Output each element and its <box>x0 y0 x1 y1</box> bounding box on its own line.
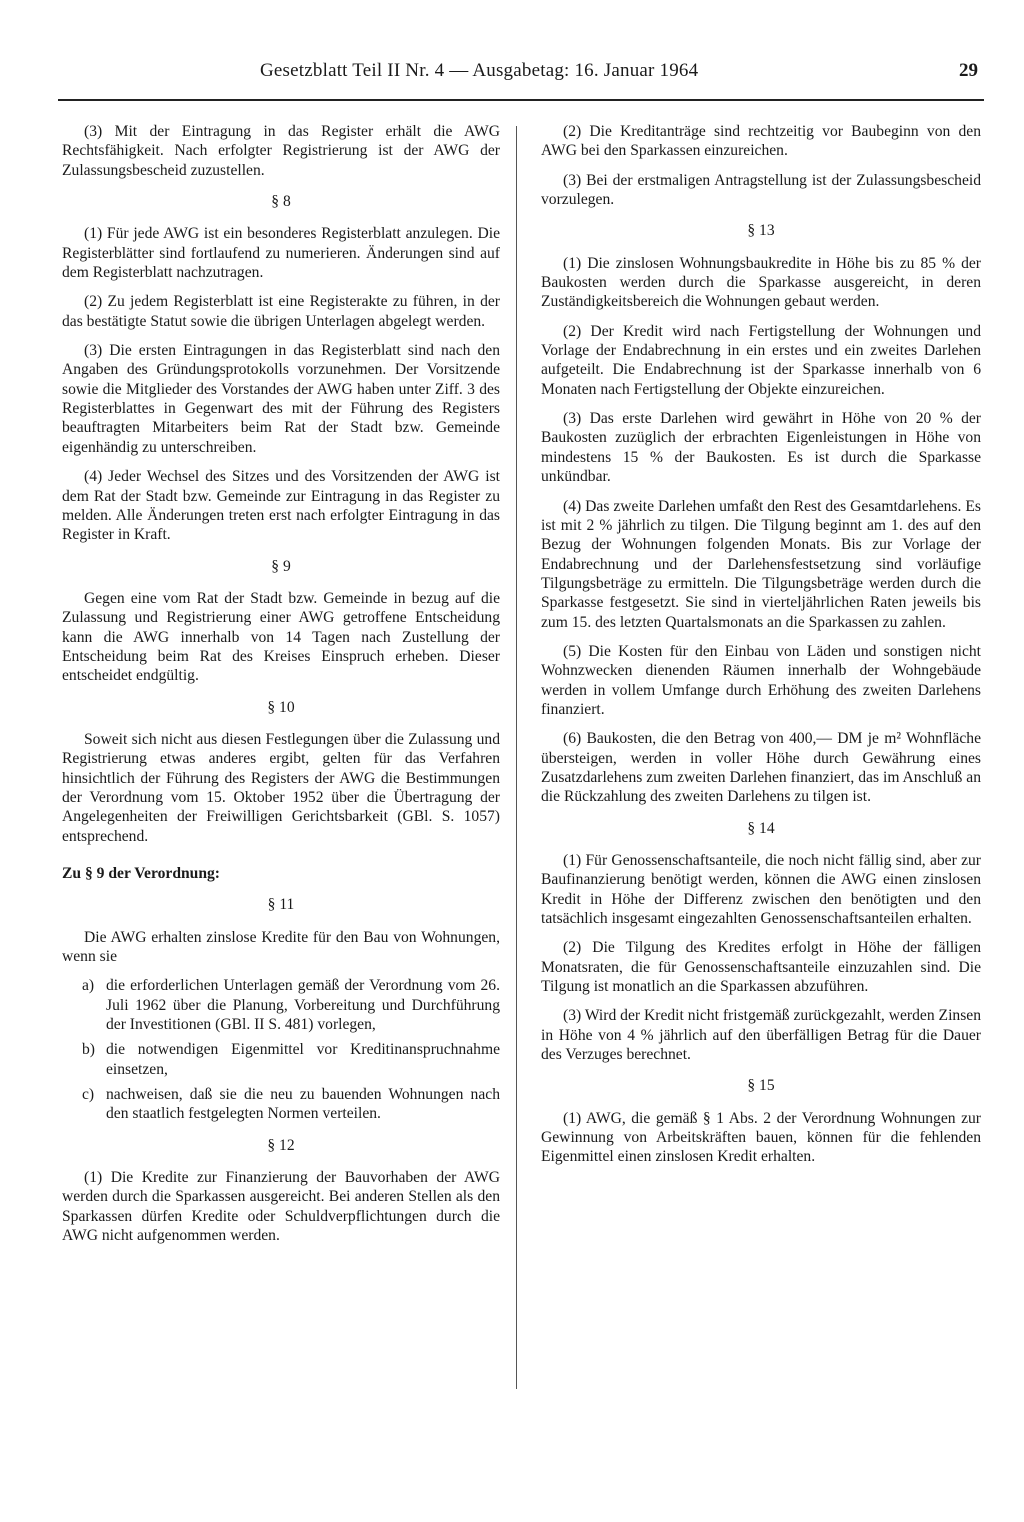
list-item-text: die notwendigen Eigenmittel vor Kreditinanspruchnahme einsetzen, <box>106 1041 500 1078</box>
list-marker: b) <box>82 1041 95 1059</box>
paragraph: (2) Zu jedem Registerblatt ist eine Registerakte zu führen, in der das bestätigte Statut sowie die übrigen Unterlagen abgelegt werden. <box>62 293 500 330</box>
section-heading-9: § 9 <box>271 557 291 575</box>
list-marker: c) <box>82 1086 95 1104</box>
section-heading-8: § 8 <box>271 193 291 211</box>
list-marker: a) <box>82 977 95 995</box>
header-rule <box>58 99 984 101</box>
paragraph: (1) Die zinslosen Wohnungsbaukredite in Höhe bis zu 85 % der Baukosten werden durch die Sparkasse ausgereicht, in deren Zuständigkeitsbereich die Wohnungen gebaut werden. <box>541 254 981 311</box>
paragraph: (3) Bei der erstmaligen Antragstellung ist der Zulassungsbescheid vorzulegen. <box>541 171 981 209</box>
paragraph: (2) Der Kredit wird nach Fertigstellung der Wohnungen und Vorlage der Endabrechnung in ein erstes und ein zweites Darlehen aufgeteilt. Die Endabrechnung ist der Sparkasse innerhalb von 6 Monaten nach Fertigstellung der Objekte einzureichen. <box>541 322 981 398</box>
conditions-list <box>62 976 500 1123</box>
list-item <box>62 976 500 1034</box>
paragraph: (1) AWG, die gemäß § 1 Abs. 2 der Verordnung Wohnungen zur Gewinnung von Arbeitskräften bauen, können für die fehlenden Eigenmittel einen zinslosen Kredit erhalten. <box>541 1109 981 1166</box>
paragraph: (4) Das zweite Darlehen umfaßt den Rest des Gesamtdarlehens. Es ist mit 2 % jährlich zu tilgen. Die Tilgung beginnt am 1. des auf den Bezug der Wohnungen folgenden Monats. Bis zur Vorlage der Endabrechnung und der Darlehensfestsetzung sind vorläufige Tilgungsbeträge zu ermitteln. Die Tilgungsbeträge werden durch die Sparkasse festgesetzt. Sie sind in vierteljährlichen Raten jeweils bis zum 15. des letzten Quartalsmonats an die Sparkassen zu zahlen. <box>541 497 981 631</box>
paragraph: (2) Die Tilgung des Kredites erfolgt in Höhe der fälligen Monatsraten, die für Genossenschaftsanteile einzuzahlen sind. Die Tilgung ist monatlich an die Sparkassen abzuführen. <box>541 939 981 996</box>
section-heading-11: § 11 <box>267 896 295 914</box>
list-item-text: nachweisen, daß sie die neu zu bauenden Wohnungen nach den staatlich festgelegten Normen verteilen. <box>106 1086 500 1123</box>
paragraph: Gegen eine vom Rat der Stadt bzw. Gemeinde in bezug auf die Zulassung und Registrierung einer AWG getroffene Entscheidung kann die AWG innerhalb von 14 Tagen nach Zustellung der Entscheidung beim Rat des Kreises Einspruch erheben. Dieser entscheidet endgültig. <box>62 589 500 685</box>
section-heading-13: § 13 <box>747 222 775 240</box>
paragraph: (3) Mit der Eintragung in das Register erhält die AWG Rechtsfähigkeit. Nach erfolgter Registrierung ist der AWG der Zulassungsbescheid zuzustellen. <box>62 123 500 179</box>
paragraph: (1) Für jede AWG ist ein besonderes Registerblatt anzulegen. Die Registerblätter sind fortlaufend zu numerieren. Änderungen sind auf dem Registerblatt nachzutragen. <box>62 225 500 282</box>
paragraph: Die AWG erhalten zinslose Kredite für den Bau von Wohnungen, wenn sie <box>62 928 500 966</box>
paragraph: (3) Wird der Kredit nicht fristgemäß zurückgezahlt, werden Zinsen in Höhe von 4 % jährlich auf den überfälligen Betrag für die Dauer des Verzuges berechnet. <box>541 1007 981 1064</box>
section-heading-14: § 14 <box>747 819 775 837</box>
left-column <box>62 122 500 1256</box>
list-item <box>62 1040 500 1079</box>
subheading-zu-9: Zu § 9 der Verordnung: <box>62 865 221 882</box>
header-title: Gesetzblatt Teil II Nr. 4 — Ausgabetag: 16. Januar 1964 <box>260 60 699 81</box>
paragraph: (2) Die Kreditanträge sind rechtzeitig vor Baubeginn von den AWG bei den Sparkassen einzureichen. <box>541 123 981 160</box>
right-column <box>541 122 981 1177</box>
paragraph: Soweit sich nicht aus diesen Festlegungen über die Zulassung und Registrierung etwas anderes ergibt, gelten für das Verfahren hinsichtlich der Führung des Registers der AWG die Bestimmungen der Verordnung vom 15. Oktober 1952 über die Übertragung der Angelegenheiten der Freiwilligen Gerichtsbarkeit (GBl. S. 1057) entsprechend. <box>62 730 500 845</box>
list-item-text: die erforderlichen Unterlagen gemäß der Verordnung vom 26. Juli 1962 über die Planung, Vorbereitung und Durchführung der Investitionen (GBl. II S. 481) vorlegen, <box>106 977 500 1034</box>
page-header <box>60 58 982 88</box>
paragraph: (1) Die Kredite zur Finanzierung der Bauvorhaben der AWG werden durch die Sparkassen ausgereicht. Bei anderen Stellen als den Sparkassen dürfen Kredite oder Schuldverpflichtungen durch die AWG nicht aufgenommen werden. <box>62 1169 500 1245</box>
section-heading-10: § 10 <box>267 698 295 716</box>
page-number: 29 <box>959 60 978 81</box>
paragraph: (1) Für Genossenschaftsanteile, die noch nicht fällig sind, aber zur Baufinanzierung benötigt werden, können die AWG einen zinslosen Kredit in Höhe der Differenz zwischen den benötigten und den tatsächlich insgesamt eingezahlten Genossenschaftsanteilen erhalten. <box>541 852 981 928</box>
paragraph: (3) Das erste Darlehen wird gewährt in Höhe von 20 % der Baukosten zuzüglich der erbrachten Eigenleistungen in Höhe von mindestens 15 % der Baukosten. Es ist durch die Sparkasse unkündbar. <box>541 410 981 486</box>
paragraph: (6) Baukosten, die den Betrag von 400,— DM je m² Wohnfläche übersteigen, werden in voller Höhe durch Gewährung eines Zusatzdarlehens zum zweiten Darlehen finanziert, das im Anschluß an die Rückzahlung des zweiten Darlehens zu tilgen ist. <box>541 730 981 806</box>
section-heading-12: § 12 <box>267 1136 295 1154</box>
paragraph: (3) Die ersten Eintragungen in das Registerblatt sind nach den Angaben des Gründungsprotokolls vorzunehmen. Der Vorsitzende sowie die Mitglieder des Vorstandes der AWG haben unter Ziff. 3 des Registerblattes in Gegenwart des mit der Führung des Registers beauftragten Mitarbeiters beim Rat der Stadt bzw. Gemeinde eigenhändig zu unterschreiben. <box>62 342 500 456</box>
section-heading-15: § 15 <box>747 1077 775 1095</box>
paragraph: (5) Die Kosten für den Einbau von Läden und sonstigen nicht Wohnzwecken dienenden Räumen innerhalb der Wohngebäude werden in vollem Umfange durch Erhöhung des zweiten Darlehens finanziert. <box>541 642 981 718</box>
column-divider <box>516 126 517 1389</box>
paragraph: (4) Jeder Wechsel des Sitzes und des Vorsitzenden der AWG ist dem Rat der Stadt bzw. Gemeinde zur Eintragung in das Register zu melden. Alle Änderungen treten erst nach erfolgter Eintragung in das Register in Kraft. <box>62 468 500 544</box>
list-item <box>62 1085 500 1124</box>
